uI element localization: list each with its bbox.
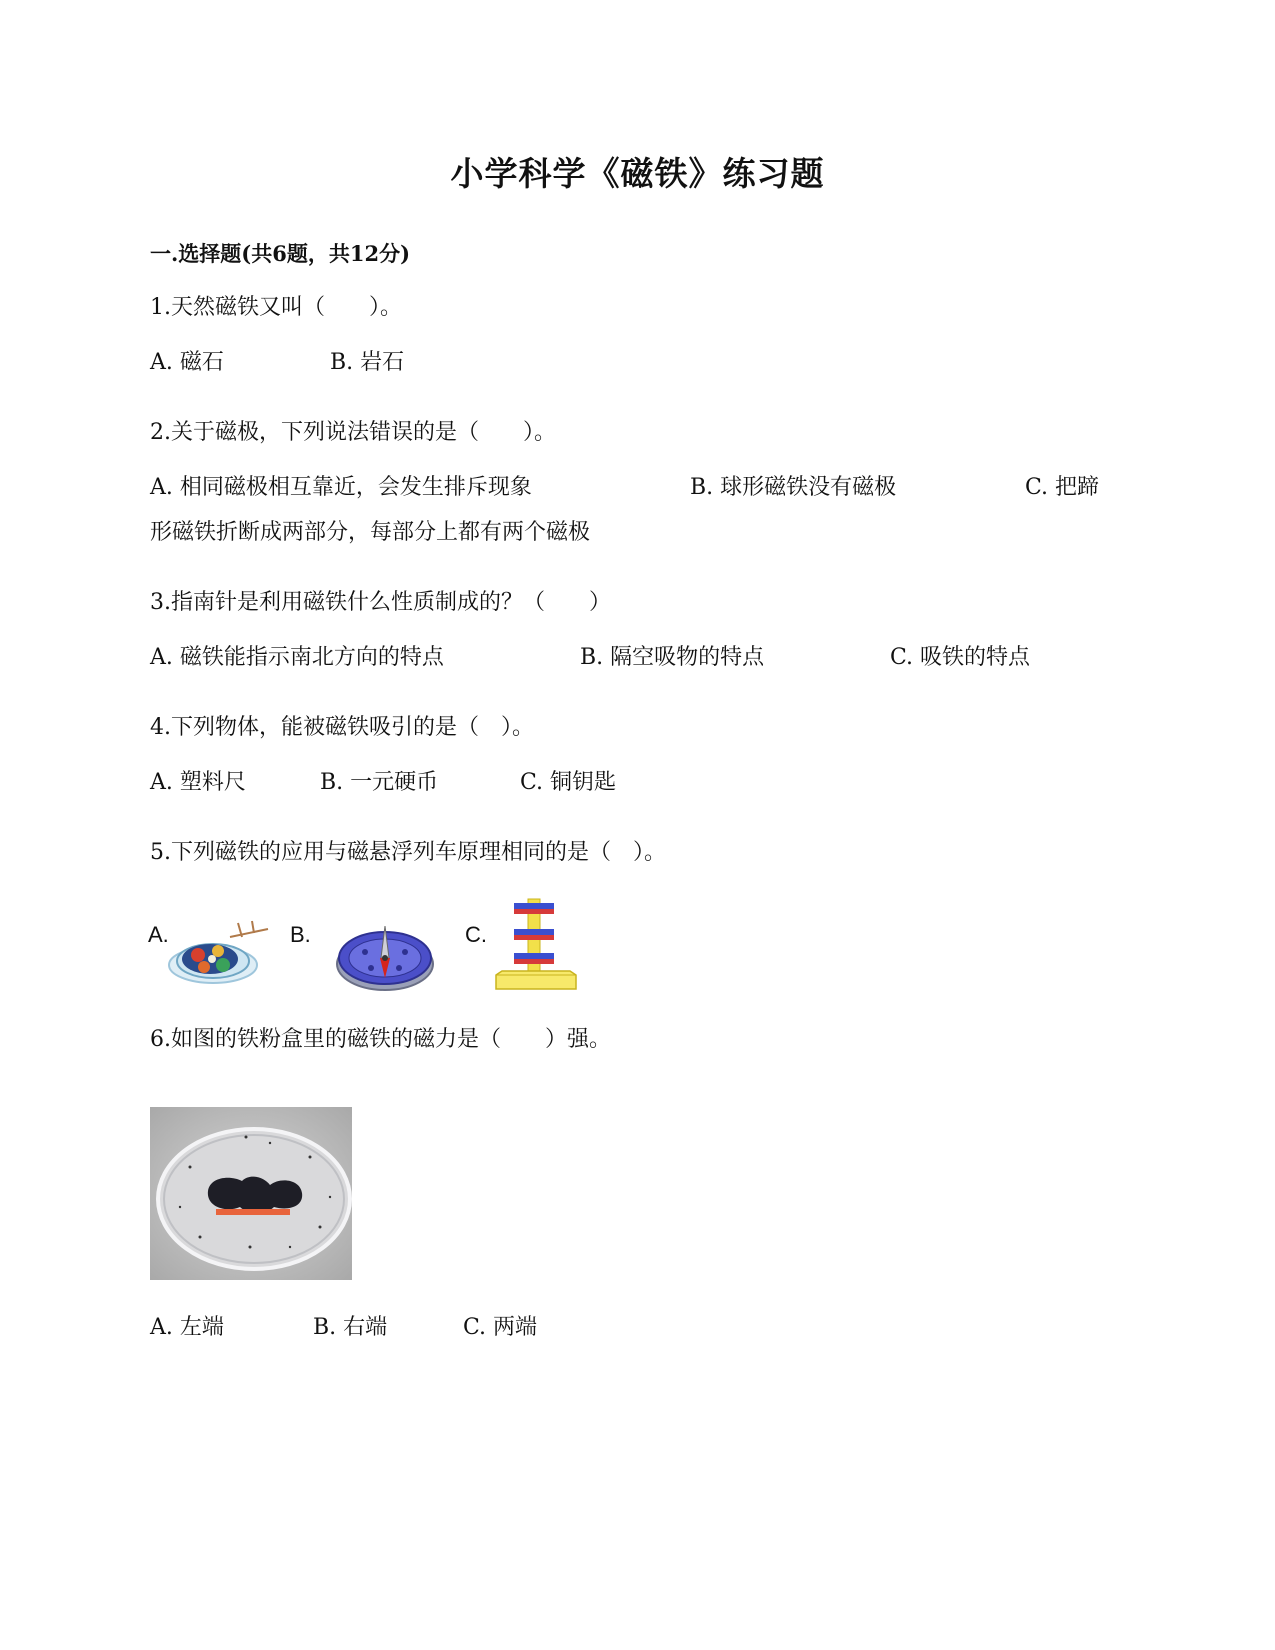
toy-magnet-plate-icon: [168, 915, 270, 987]
question-1-option-a[interactable]: A. 磁石: [150, 350, 224, 375]
question-3-stem: 3.指南针是利用磁铁什么性质制成的？（ ）: [150, 590, 611, 615]
question-5-option-a-label[interactable]: A.: [148, 922, 169, 947]
question-5-stem: 5.下列磁铁的应用与磁悬浮列车原理相同的是（ ）。: [150, 840, 666, 865]
question-4-stem: 4.下列物体，能被磁铁吸引的是（ ）。: [150, 715, 534, 740]
question-6-option-b[interactable]: B. 右端: [313, 1315, 388, 1340]
question-4-option-c[interactable]: C. 铜钥匙: [520, 770, 617, 795]
question-2-option-a[interactable]: A. 相同磁极相互靠近，会发生排斥现象: [150, 475, 532, 500]
question-4-option-a[interactable]: A. 塑料尺: [150, 770, 246, 795]
toy-magnet-plate-image: [168, 915, 270, 991]
question-3-option-a[interactable]: A. 磁铁能指示南北方向的特点: [150, 645, 444, 670]
question-6-option-c[interactable]: C. 两端: [463, 1315, 538, 1340]
question-1-option-b[interactable]: B. 岩石: [330, 350, 405, 375]
question-3-option-b[interactable]: B. 隔空吸物的特点: [580, 645, 765, 670]
question-2-option-c-continuation: 形磁铁折断成两部分，每部分上都有两个磁极: [150, 520, 591, 545]
iron-filings-dish-icon: [150, 1107, 352, 1280]
iron-filings-dish-image: [150, 1107, 352, 1284]
compass-image: [335, 908, 435, 998]
question-6-option-a[interactable]: A. 左端: [150, 1315, 224, 1340]
question-5-option-b-label[interactable]: B.: [290, 922, 311, 947]
page-title: 小学科学《磁铁》练习题: [450, 154, 825, 193]
question-1-stem: 1.天然磁铁又叫（ ）。: [150, 295, 402, 320]
question-2-stem: 2.关于磁极，下列说法错误的是（ ）。: [150, 420, 556, 445]
question-2-option-b[interactable]: B. 球形磁铁没有磁极: [690, 475, 897, 500]
section-heading: 一.选择题(共6题，共12分): [150, 241, 411, 266]
question-6-stem: 6.如图的铁粉盒里的磁铁的磁力是（ ）强。: [150, 1027, 611, 1052]
question-5-option-c-label[interactable]: C.: [465, 922, 487, 947]
question-2-option-c[interactable]: C. 把蹄: [1025, 475, 1100, 500]
question-4-option-b[interactable]: B. 一元硬币: [320, 770, 439, 795]
question-3-option-c[interactable]: C. 吸铁的特点: [890, 645, 1031, 670]
compass-icon: [335, 908, 435, 994]
levitating-ring-magnets-icon: [492, 895, 582, 995]
levitating-ring-magnets-image: [492, 895, 582, 999]
